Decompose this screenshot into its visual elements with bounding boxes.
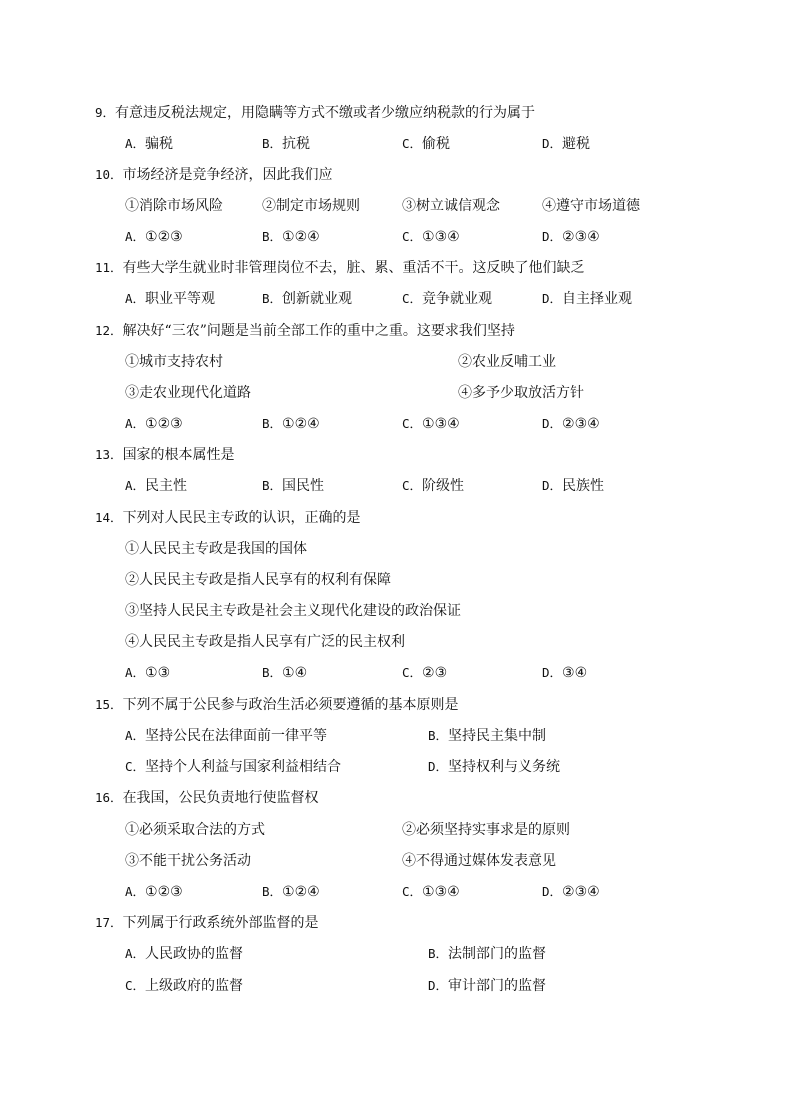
choice-a: A．骗税: [125, 136, 174, 152]
statement: ④多予少取放活方针: [458, 385, 584, 401]
choice-d: D．民族性: [542, 478, 605, 494]
choice-a: A．职业平等观: [125, 291, 216, 307]
statement: ①必须采取合法的方式: [125, 822, 265, 838]
choice-c: C．①③④: [402, 884, 460, 900]
question-number: 17．: [95, 915, 123, 930]
choice-c: C．竞争就业观: [402, 291, 493, 307]
choice-a: A．①②③: [125, 229, 183, 245]
question-stem: 17．下列属于行政系统外部监督的是: [95, 915, 319, 931]
choice-b: B．创新就业观: [262, 291, 353, 307]
choice-a: A．坚持公民在法律面前一律平等: [125, 728, 328, 744]
statement: ④不得通过媒体发表意见: [402, 853, 556, 869]
choice-a: A．①②③: [125, 884, 183, 900]
choice-c: C．上级政府的监督: [125, 978, 244, 994]
question-stem: 10．市场经济是竞争经济，因此我们应: [95, 167, 333, 183]
statement: ③树立诚信观念: [402, 198, 500, 214]
question-number: 16．: [95, 790, 123, 805]
choice-c: C．坚持个人利益与国家利益相结合: [125, 759, 342, 775]
statement: ①消除市场风险: [125, 198, 223, 214]
choice-b: B．国民性: [262, 478, 325, 494]
question-number: 12．: [95, 323, 123, 338]
choice-b: B．法制部门的监督: [428, 946, 547, 962]
choice-a: A．民主性: [125, 478, 188, 494]
choice-c: C．①③④: [402, 416, 460, 432]
statement: ②农业反哺工业: [458, 354, 556, 370]
question-stem: 12．解决好“三农”问题是当前全部工作的重中之重。这要求我们坚持: [95, 323, 515, 339]
choice-a: A．①②③: [125, 416, 183, 432]
question-number: 13．: [95, 447, 123, 462]
choice-b: B．①②④: [262, 416, 320, 432]
statement: ③坚持人民民主专政是社会主义现代化建设的政治保证: [125, 603, 461, 619]
question-number: 14．: [95, 510, 123, 525]
choice-b: B．①④: [262, 665, 308, 681]
choice-d: D．坚持权利与义务统: [428, 759, 561, 775]
question-number: 9．: [95, 105, 116, 120]
choice-c: C．②③: [402, 665, 448, 681]
question-stem: 9．有意违反税法规定，用隐瞒等方式不缴或者少缴应纳税款的行为属于: [95, 105, 536, 121]
statement: ②必须坚持实事求是的原则: [402, 822, 570, 838]
question-number: 15．: [95, 697, 123, 712]
choice-a: A．人民政协的监督: [125, 946, 244, 962]
choice-b: B．抗税: [262, 136, 311, 152]
choice-d: D．②③④: [542, 229, 600, 245]
question-number: 11．: [95, 260, 123, 275]
choice-c: C．①③④: [402, 229, 460, 245]
choice-d: D．审计部门的监督: [428, 978, 547, 994]
choice-d: D．③④: [542, 665, 588, 681]
question-stem: 14．下列对人民民主专政的认识，正确的是: [95, 510, 361, 526]
statement: ①人民民主专政是我国的国体: [125, 541, 307, 557]
statement: ④遵守市场道德: [542, 198, 640, 214]
choice-a: A．①③: [125, 665, 171, 681]
question-number: 10．: [95, 167, 123, 182]
statement: ③走农业现代化道路: [125, 385, 251, 401]
choice-c: C．阶级性: [402, 478, 465, 494]
question-stem: 16．在我国，公民负责地行使监督权: [95, 790, 319, 806]
question-stem: 11．有些大学生就业时非管理岗位不去，脏、累、重活不干。这反映了他们缺乏: [95, 260, 585, 276]
question-stem: 13．国家的根本属性是: [95, 447, 235, 463]
choice-b: B．坚持民主集中制: [428, 728, 547, 744]
statement: ③不能干扰公务活动: [125, 853, 251, 869]
statement: ②人民民主专政是指人民享有的权利有保障: [125, 572, 391, 588]
statement: ④人民民主专政是指人民享有广泛的民主权利: [125, 634, 405, 650]
choice-d: D．自主择业观: [542, 291, 633, 307]
statement: ①城市支持农村: [125, 354, 223, 370]
statement: ②制定市场规则: [262, 198, 360, 214]
question-stem: 15．下列不属于公民参与政治生活必须要遵循的基本原则是: [95, 697, 459, 713]
choice-c: C．偷税: [402, 136, 451, 152]
choice-b: B．①②④: [262, 884, 320, 900]
choice-d: D．避税: [542, 136, 591, 152]
choice-b: B．①②④: [262, 229, 320, 245]
choice-d: D．②③④: [542, 884, 600, 900]
choice-d: D．②③④: [542, 416, 600, 432]
